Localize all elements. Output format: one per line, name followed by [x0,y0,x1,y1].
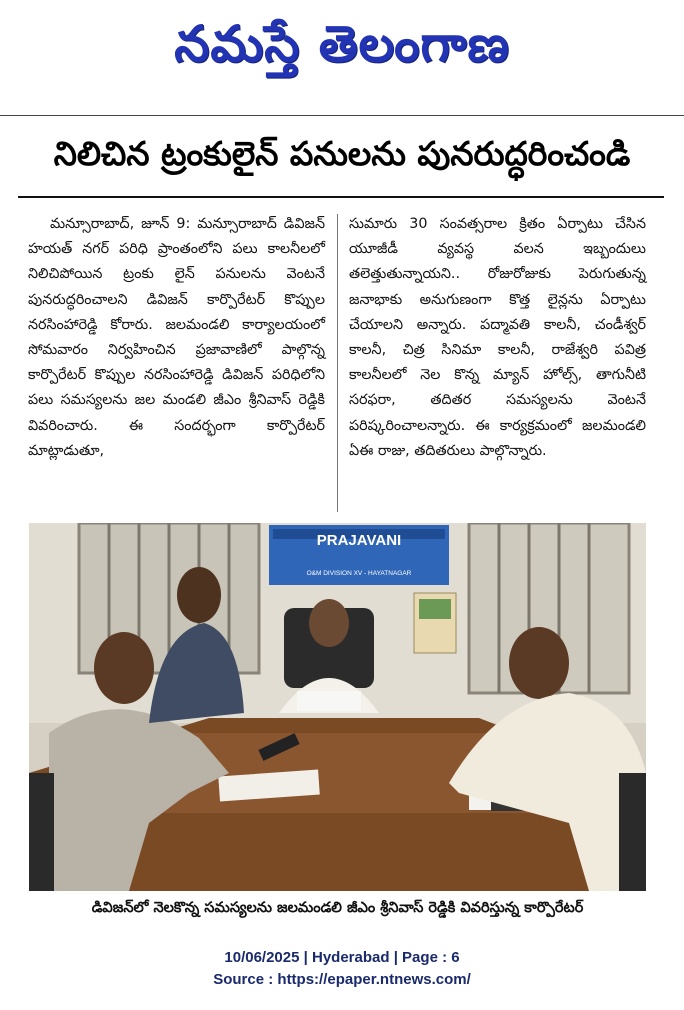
sign-subtitle: O&M DIVISION XV - HAYATNAGAR [306,570,412,577]
top-divider [0,115,684,116]
sign-title: PRAJAVANI [316,532,402,549]
headline-divider [18,196,664,198]
photo-caption: డివిజన్‌లో నెలకొన్న సమస్యలను జలమండలి జీఎం శ్రీనివాస్ రెడ్డికి వివరిస్తున్న కార్పొరేటర్ [91,900,584,916]
masthead [0,0,684,100]
page-footer [0,947,684,991]
article-column-right [349,212,646,464]
column-divider [337,214,338,512]
article-column-left [28,212,325,464]
source-link[interactable]: Source : https://epaper.ntnews.com/ [213,971,471,988]
news-photo [29,523,646,891]
edition-info: 10/06/2025 | Hyderabad | Page : 6 [224,949,460,966]
prajavani-sign [269,525,449,585]
article-paragraph: సుమారు 30 సంవత్సరాల క్రితం ఏర్పాటు చేసిన యూజీడీ వ్యవస్థ వలన ఇబ్బందులు తలెత్తుతున్నాయని.. రోజురోజుకు పెరుగుతున్న జనాభాకు అనుగుణంగా కొత్త లైన్లను ఏర్పాటు చేయాలని అన్నారు. పద్మావతి కాలనీ, చండీశ్వర్ కాలనీ, చిత్ర సినిమా కాలనీ, రాజేశ్వరి పవిత్ర కాలనీలలో నెల కొన్న మ్యాన్ హోల్స్, తాగునీటి సరఫరా, తదితర సమస్యలను వెంటనే పరిష్కరించాలన్నారు. ఈ కార్యక్రమంలో జలమండలి ఏఈ రాజు, తదితరులు పాల్గొన్నారు. [349,216,646,459]
article-paragraph: మన్సూరాబాద్, జూన్ 9: మన్సూరాబాద్ డివిజన్ హయత్ నగర్ పరిధి ప్రాంతంలోని పలు కాలనీలలో నిలిచిపోయిన ట్రంకు లైన్ పనులను వెంటనే పునరుద్ధరించాలని డివిజన్ కార్పొరేటర్ కొప్పుల నరసింహారెడ్డి కోరారు. జలమండలి కార్యాలయంలో సోమవారం నిర్వహించిన ప్రజావాణిలో పాల్గొన్న కార్పొరేటర్ కొప్పుల నరసింహారెడ్డి డివిజన్ పరిధిలోని పలు సమస్యలను జల మండలి జీఎం శ్రీనివాస్ రెడ్డికి వివరించారు. ఈ సందర్భంగా కార్పొరేటర్ మాట్లాడుతూ, [28,216,325,459]
newspaper-logo: నమస్తే తెలంగాణ [174,14,510,73]
article-headline: నిలిచిన ట్రంకులైన్ పనులను పునరుద్ధరించండి [53,134,631,173]
